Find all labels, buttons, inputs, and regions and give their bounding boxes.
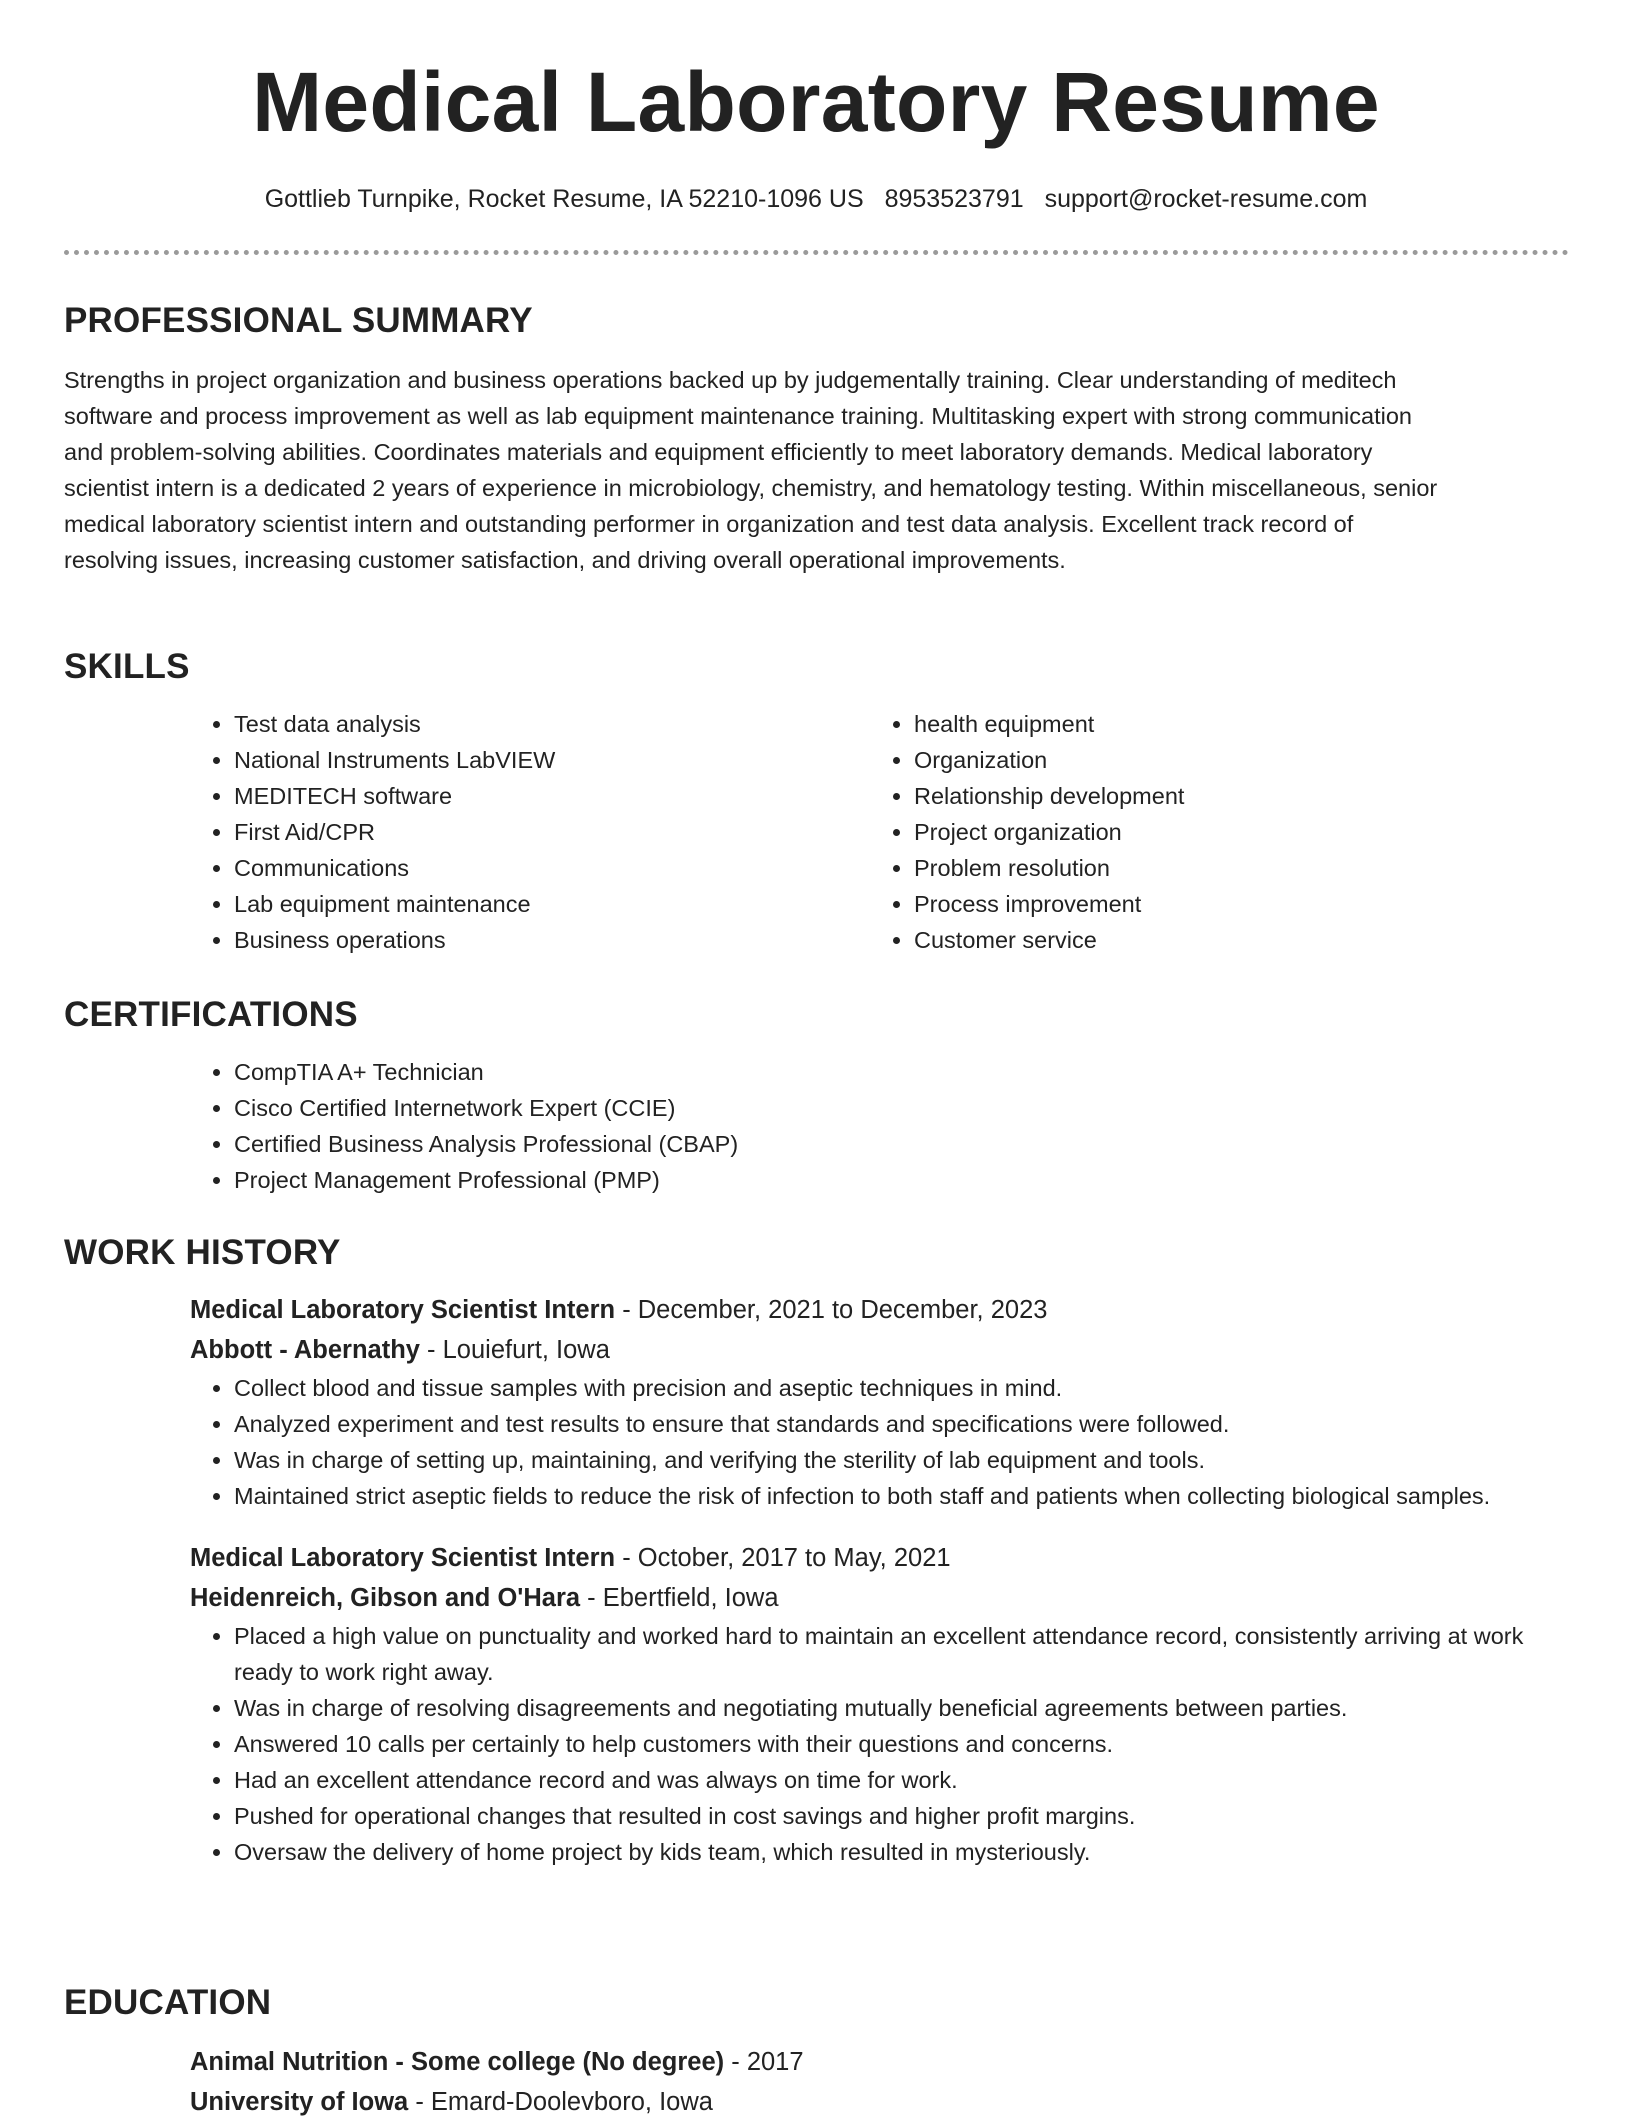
- job-dates: - October, 2017 to May, 2021: [615, 1544, 951, 1572]
- job-company: Abbott - Abernathy: [190, 1336, 420, 1364]
- job-bullets: [190, 1618, 1570, 1870]
- skills-column-right: [870, 706, 1550, 958]
- education-school-line: [190, 2082, 1570, 2122]
- job-bullet: • Pushed for operational changes that resulted in cost savings and higher profit margins.: [234, 1798, 1570, 1834]
- job-bullet: • Answered 10 calls per certainly to help customers with their questions and concerns.: [234, 1726, 1570, 1762]
- certification-item: • CompTIA A+ Technician: [234, 1054, 1570, 1090]
- skill-item: • Problem resolution: [914, 850, 1550, 886]
- skills-columns: [190, 706, 1570, 958]
- job-bullet: • Oversaw the delivery of home project by kids team, which resulted in mysteriously.: [234, 1834, 1570, 1870]
- skills-column-left: [190, 706, 870, 958]
- education-degree: Animal Nutrition - Some college (No degree): [190, 2048, 725, 2076]
- job-title: Medical Laboratory Scientist Intern: [190, 1544, 616, 1572]
- education-degree-line: [190, 2042, 1570, 2082]
- skills-heading: SKILLS: [64, 647, 190, 686]
- contact-line: [0, 182, 1632, 216]
- skill-item: • First Aid/CPR: [234, 814, 870, 850]
- work-history-heading: WORK HISTORY: [64, 1233, 341, 1272]
- job-title: Medical Laboratory Scientist Intern: [190, 1296, 616, 1324]
- skills-section: [64, 646, 1569, 958]
- skill-item: • Relationship development: [914, 778, 1550, 814]
- job-entry: [190, 1290, 1570, 1514]
- contact-phone: 8953523791: [884, 185, 1024, 213]
- skill-item: • Customer service: [914, 922, 1550, 958]
- certification-item: • Project Management Professional (PMP): [234, 1162, 1570, 1198]
- skill-item: • Communications: [234, 850, 870, 886]
- job-location: - Louiefurt, Iowa: [419, 1336, 610, 1364]
- job-location: - Ebertfield, Iowa: [580, 1584, 779, 1612]
- certification-item: • Cisco Certified Internetwork Expert (CCIE): [234, 1090, 1570, 1126]
- certifications-list: [190, 1054, 1570, 1198]
- job-bullets: [190, 1370, 1570, 1514]
- education-entry: [190, 2042, 1570, 2122]
- skill-item: • Business operations: [234, 922, 870, 958]
- certifications-section: [64, 994, 1569, 1198]
- education-section: [64, 1982, 1569, 2122]
- education-year: - 2017: [724, 2048, 804, 2076]
- job-title-line: [190, 1538, 1570, 1578]
- work-history-section: [64, 1232, 1569, 1870]
- contact-address: Gottlieb Turnpike, Rocket Resume, IA 52210-1096 US: [264, 185, 864, 213]
- skill-item: • Organization: [914, 742, 1550, 778]
- skill-item: • Project organization: [914, 814, 1550, 850]
- job-bullet: • Maintained strict aseptic fields to reduce the risk of infection to both staff and patients when collecting biological samples.: [234, 1478, 1570, 1514]
- skill-item: • health equipment: [914, 706, 1550, 742]
- job-entry: [190, 1538, 1570, 1870]
- job-company-line: [190, 1578, 1570, 1618]
- header-divider: [64, 250, 1569, 255]
- job-bullet: • Was in charge of resolving disagreements and negotiating mutually beneficial agreements between parties.: [234, 1690, 1570, 1726]
- skill-item: • MEDITECH software: [234, 778, 870, 814]
- skill-item: • Lab equipment maintenance: [234, 886, 870, 922]
- skill-item: • National Instruments LabVIEW: [234, 742, 870, 778]
- certification-item: • Certified Business Analysis Professional (CBAP): [234, 1126, 1570, 1162]
- job-bullet: • Was in charge of setting up, maintaining, and verifying the sterility of lab equipment and tools.: [234, 1442, 1570, 1478]
- summary-text: Strengths in project organization and business operations backed up by judgementally training. Clear understanding of meditech software and process improvement as well as lab equipment maintenance training. Multitasking expert with strong communication and problem-solving abilities. Coordinates materials and equipment efficiently to meet laboratory demands. Medical laboratory scientist intern is a dedicated 2 years of experience in microbiology, chemistry, and hematology testing. Within miscellaneous, senior medical laboratory scientist intern and outstanding performer in organization and test data analysis. Excellent track record of resolving issues, increasing customer satisfaction, and driving overall operational improvements.: [64, 367, 1438, 573]
- skill-item: • Test data analysis: [234, 706, 870, 742]
- job-bullet: • Analyzed experiment and test results to ensure that standards and specifications were followed.: [234, 1406, 1570, 1442]
- education-school: University of Iowa: [190, 2088, 409, 2116]
- education-heading: EDUCATION: [64, 1983, 272, 2022]
- job-company-line: [190, 1330, 1570, 1370]
- summary-heading: PROFESSIONAL SUMMARY: [64, 301, 533, 340]
- summary-section: [64, 300, 1569, 578]
- certifications-heading: CERTIFICATIONS: [64, 995, 358, 1034]
- skill-item: • Process improvement: [914, 886, 1550, 922]
- job-bullet: • Placed a high value on punctuality and worked hard to maintain an excellent attendance record, consistently arriving at work ready to work right away.: [234, 1618, 1570, 1690]
- job-bullet: • Collect blood and tissue samples with precision and aseptic techniques in mind.: [234, 1370, 1570, 1406]
- job-bullet: • Had an excellent attendance record and was always on time for work.: [234, 1762, 1570, 1798]
- education-location: - Emard-Doolevboro, Iowa: [408, 2088, 713, 2116]
- job-dates: - December, 2021 to December, 2023: [615, 1296, 1048, 1324]
- job-company: Heidenreich, Gibson and O'Hara: [190, 1584, 581, 1612]
- contact-email: support@rocket-resume.com: [1044, 185, 1368, 213]
- job-title-line: [190, 1290, 1570, 1330]
- resume-title: Medical Laboratory Resume: [252, 55, 1380, 149]
